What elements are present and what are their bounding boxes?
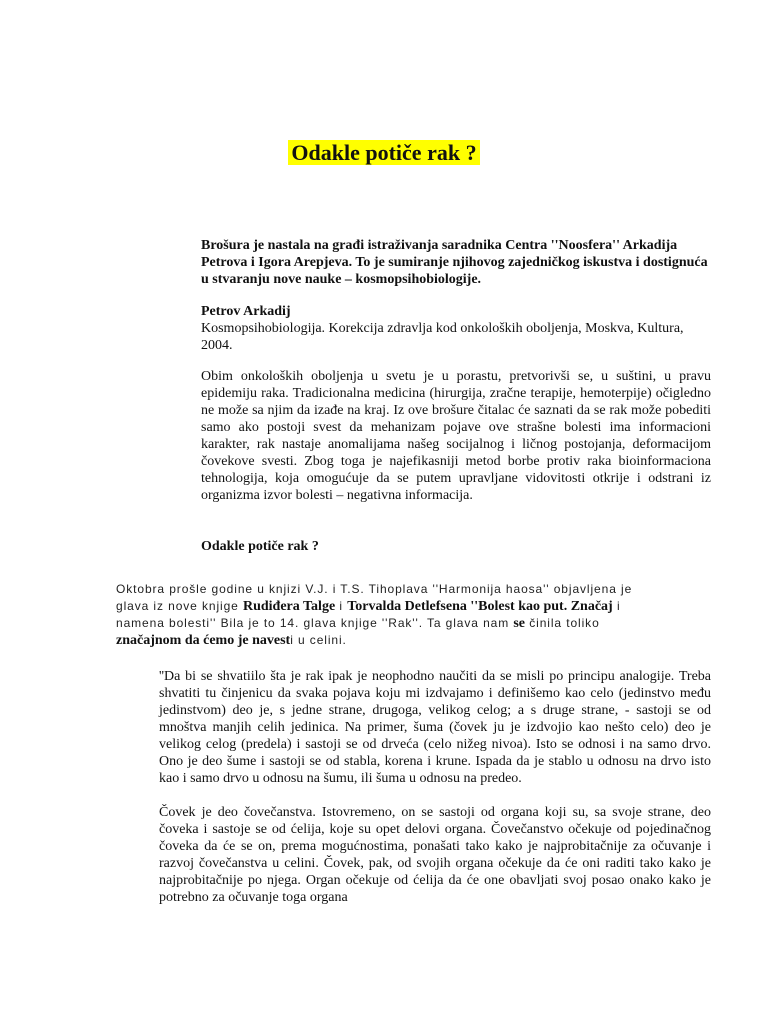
excerpt-part-2: i (335, 599, 348, 613)
excerpt-part-4: činila toliko (525, 616, 600, 630)
excerpt-bold-3: se (513, 616, 526, 631)
excerpt-bold-2: Torvalda Detlefsena ''Bolest kao put. Značaj (347, 599, 613, 614)
subheading-text: Odakle potiče rak ? (201, 539, 319, 554)
intro-text: Brošura je nastala na građi istraživanja saradnika Centra ''Noosfera'' Arkadija Petrova i Igora Arepjeva. To je sumiranje njihovog zajedničkog iskustva i dostignuća u stvaranju nove nauke – kosmopsihobiologije. (201, 238, 708, 287)
excerpt-part-3: i namena bolesti'' Bila je to 14. glava knjige ''Rak''. Ta glava nam (116, 599, 621, 630)
quote-paragraph-2-text: Čovek je deo čovečanstva. Istovremeno, on se sastoji od organa koji su, sa svoje strane, deo čoveka i sastoje se od ćelija, koje su opet delovi organa. Čovečanstvo očekuje od pojedinačnog čoveka da će se on, prema mogućnostima, ponašati tako kako je najprobitačnije za očuvanje i razvoj čovečanstva u celini. Čovek, pak, od svojih organa očekuje da će oni raditi tako kako je najprobitačnije po njega. Organ očekuje od ćelija da će one obavljati svoj posao onako kako je potrebno za očuvanje toga organa (159, 805, 711, 905)
excerpt-bold-4: značajnom da ćemo je navest (116, 633, 291, 648)
body-paragraph-1 (201, 368, 711, 504)
quote-paragraph-2 (159, 804, 711, 906)
book-excerpt-paragraph (116, 581, 646, 649)
quote-paragraph-1-text: ''Da bi se shvatiilo šta je rak ipak je neophodno naučiti da se misli po principu analogije. Treba shvatiti tu činjenicu da svaka pojava koju mi izdvajamo i definišemo kao celo (jedinstvo među jedinstvom) deo je, s jedne strane, drugoga, velikog celog; a s druge strane, - sastoji se od mnoštva manjih celih jedinica. Na primer, šuma (čovek ju je izdvojio kao nešto celo) deo je velikog celog (predela) i sastoji se od drveća (celo nižeg nivoa). Isto se odnosi i na samo drvo. Ono je deo šume i sastoji se od stabla, korena i krune. Ispada da je stablo u odnosu na drvo isto kao i samo drvo u odnosu na šumu, ili šuma u odnosu na predeo. (159, 669, 711, 786)
reference-citation: Kosmopsihobiologija. Korekcija zdravlja kod onkoloških oboljenja, Moskva, Kultura, 2004. (201, 321, 684, 353)
intro-paragraph (201, 237, 711, 288)
reference-block (201, 303, 711, 354)
title-highlight: Odakle potiče rak ? (288, 140, 479, 165)
section-subheading (201, 538, 711, 555)
excerpt-part-1: Oktobra prošle godine u knjizi V.J. i T.S. Tihoplava ''Harmonija haosa'' objavljena je glava iz nove knjige (116, 582, 633, 613)
excerpt-bold-1: Rudiđera Talge (242, 599, 336, 614)
body-paragraph-1-text: Obim onkoloških oboljenja u svetu je u porastu, pretvorivši se, u suštini, u pravu epidemiju raka. Tradicionalna medicina (hirurgija, zračne terapije, hemoterpije) očigledno ne može sa njim da izađe na kraj. Iz ove brošure čitalac će saznati da se rak može pobediti samo ako postoji svest da mehanizam pojave ove strašne bolesti ima informacioni karakter, rak nastaje anomalijama našeg socijalnog i ličnog postojanja, deformacijom čovekove svesti. Zbog toga je najefikasniji metod borbe protiv raka bioinformaciona tehnologija, koja omogućuje da se putem upravljane vidovitosti otkrije i odstrani iz organizma izvor bolesti – negativna informacija. (201, 369, 711, 503)
excerpt-part-5: i u celini. (290, 633, 347, 647)
document-title (0, 139, 768, 167)
reference-author: Petrov Arkadij (201, 304, 291, 319)
quote-paragraph-1 (159, 668, 711, 787)
